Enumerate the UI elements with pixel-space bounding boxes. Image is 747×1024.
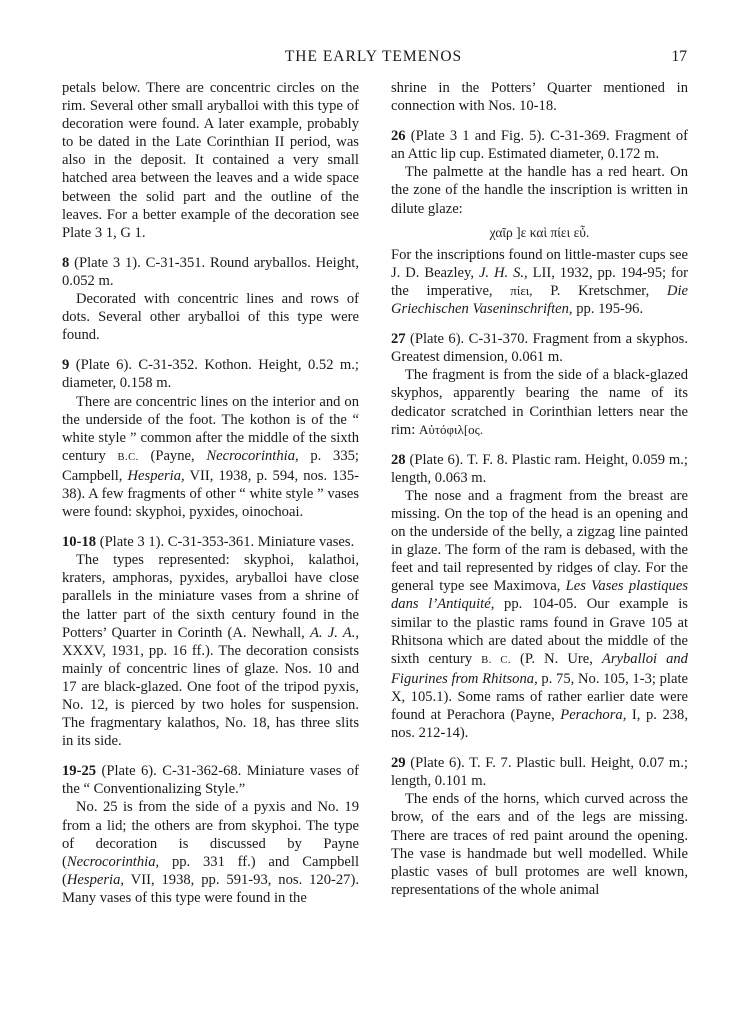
entry-8-heading — [62, 254, 359, 290]
greek-inscription: Αὐτόφιλ[ος. — [418, 421, 484, 437]
entry-text: (Plate 3 1 and Fig. 5). C-31-369. Fragment of an Attic lip cup. Estimated diameter, 0.172 m. — [391, 128, 688, 163]
text-run: (Payne, — [138, 447, 207, 464]
text-run: LII, 1932, pp. 194-95; for the imperative, — [391, 264, 688, 299]
text-run: P. Kretschmer, — [532, 282, 667, 299]
italic-citation: Necrocorinthia, — [206, 447, 299, 464]
entry-number: 29 — [391, 755, 406, 772]
italic-citation: Les Vases plastiques dans l’Antiquité, — [391, 578, 689, 613]
italic-citation: Aryballoi and Figurines from Rhitsona, — [391, 650, 688, 687]
entry-29-body: The ends of the horns, which curved across the brow, of the ears and of the legs are missing. There are traces of red paint around the opening. The vase is handmade but well modelled. While plastic vases of bull protomes are well known, representations of the whole animal — [391, 791, 688, 898]
greek-word: πίει, — [510, 282, 533, 298]
entry-26-heading — [391, 127, 688, 163]
entry-9-heading — [62, 356, 359, 392]
small-caps-text: B.C. — [117, 451, 139, 463]
text-run: XXXV, 1931, pp. 16 ff.). The decoration consists mainly of concentric lines of glaze. Nos. 10 and 17 are black-glazed. One foot of the tripod pyxis, No. 12, is pierced by two holes for suspension. The fragmentary kalathos, No. 18, has three slits in its side. — [62, 642, 359, 750]
italic-citation: Perachora, — [560, 707, 627, 723]
entry-text: (Plate 6). C-31-352. Kothon. Height, 0.52 m.; diameter, 0.158 m. — [62, 357, 359, 392]
entry-number: 28 — [391, 451, 406, 468]
entry-number: 9 — [62, 357, 70, 374]
text-run: pp. 104-05. Our example is similar to the plastic rams found in Grave 105 at Rhitsona which are dated about the middle of the sixth century — [391, 596, 688, 667]
text-run: The types represented: skyphoi, kalathoi, kraters, amphoras, pyxides, aryballoi have close parallels in the miniature vases from a shrine of the latter part of the sixth century found in the Potters’ Quarter in Corinth (A. Newhall, — [62, 552, 359, 641]
entry-28-body — [391, 487, 688, 742]
entry-27-body — [391, 366, 688, 438]
italic-citation: Hesperia, — [127, 467, 185, 484]
text-run: I, p. 238, nos. 212-14). — [391, 707, 688, 742]
text-run: p. 75, No. 105, 1-3; plate X, 105.1). Some rams of rather earlier date were found at Perachora (Payne, — [391, 670, 688, 723]
text-run: pp. 331 ff.) and Campbell ( — [62, 853, 359, 888]
small-caps-text: B. C. — [481, 654, 512, 666]
entry-26-references — [391, 246, 688, 318]
running-head: THE EARLY TEMENOS — [284, 48, 463, 65]
entry-text: (Plate 3 1). C-31-351. Round aryballos. Height, 0.052 m. — [62, 254, 359, 289]
entry-text: (Plate 6). T. F. 8. Plastic ram. Height, 0.059 m.; length, 0.063 m. — [391, 451, 688, 486]
entry-19-25-body — [62, 798, 359, 907]
entry-28-heading — [391, 451, 688, 487]
left-column — [62, 79, 359, 907]
entry-10-18-body — [62, 551, 359, 750]
text-run: No. 25 is from the side of a pyxis and No. 19 from a lid; the others are from skyphoi. The type of decoration is discussed by Payne ( — [62, 799, 359, 870]
entry-8-body: Decorated with concentric lines and rows of dots. Several other aryballoi of this type were found. — [62, 291, 359, 344]
text-run: The fragment is from the side of a black-glazed skyphos, apparently bearing the name of its dedicator scratched in Corinthian letters near the rim: — [391, 367, 688, 438]
text-run: The nose and a fragment from the breast are missing. On the top of the head is an opening and on the underside of the belly, a zigzag line painted in glaze. The form of the ram is debased, with the feet and tail represented by ridges of clay. For the general type see Maximova, — [391, 487, 688, 595]
text-run: p. 335; Campbell, — [62, 447, 359, 484]
entry-number: 26 — [391, 128, 406, 145]
entry-number: 19-25 — [62, 763, 97, 780]
page-number: 17 — [671, 48, 687, 65]
italic-citation: J. H. S., — [478, 264, 528, 281]
entry-26-body: The palmette at the handle has a red heart. On the zone of the handle the inscription is written in dilute glaze: — [391, 164, 688, 217]
italic-citation: Necrocorinthia, — [66, 853, 160, 870]
greek-inscription: χαῖρ ]ε καὶ πίει εὖ. — [489, 224, 590, 240]
text-run: pp. 195-96. — [572, 301, 644, 318]
entry-text: (Plate 6). C-31-362-68. Miniature vases of the “ Conventionalizing Style.” — [62, 763, 359, 798]
entry-27-heading — [391, 330, 688, 366]
text-run: VII, 1938, pp. 591-93, nos. 120-27). Many vases of this type were found in the — [62, 871, 359, 906]
right-column — [391, 79, 688, 899]
text-run: VII, 1938, p. 594, nos. 135-38). A few fragments of other “ white style ” vases were found: skyphoi, pyxides, oinochoai. — [62, 467, 359, 521]
entry-10-18-heading — [62, 533, 359, 551]
entry-9-body — [62, 393, 359, 522]
italic-citation: Hesperia, — [66, 871, 125, 888]
text-run: (P. N. Ure, — [511, 650, 602, 667]
entry-text: (Plate 6). C-31-370. Fragment from a skyphos. Greatest dimension, 0.061 m. — [391, 331, 688, 366]
entry-text: (Plate 6). T. F. 7. Plastic bull. Height, 0.07 m.; length, 0.101 m. — [391, 755, 688, 790]
paragraph-continuation: shrine in the Potters’ Quarter mentioned in connection with Nos. 10-18. — [391, 80, 688, 115]
paragraph-continuation: petals below. There are concentric circles on the rim. Several other small aryballoi with this type of decoration were found. A later example, probably to be dated in the Late Corinthian II period, was also in the deposit. It contained a very small hatched area between the leaves and a wide space between the solid part and the outline of the leaves. For a better example of the decoration see Plate 3 1, G 1. — [62, 80, 359, 241]
italic-citation: A. J. A., — [310, 624, 359, 641]
entry-number: 27 — [391, 331, 406, 348]
entry-19-25-heading — [62, 762, 359, 798]
italic-citation: Die Griechischen Vaseninschriften, — [391, 282, 688, 318]
text-run: There are concentric lines on the interior and on the underside of the foot. The kothon is of the “ white style ” common after the middle of the sixth century — [62, 393, 359, 464]
entry-29-heading — [391, 754, 688, 790]
entry-number: 10-18 — [62, 534, 97, 551]
text-run: For the inscriptions found on little-master cups see J. D. Beazley, — [391, 246, 688, 281]
entry-number: 8 — [62, 254, 70, 271]
entry-text: (Plate 3 1). C-31-353-361. Miniature vases. — [96, 534, 355, 551]
